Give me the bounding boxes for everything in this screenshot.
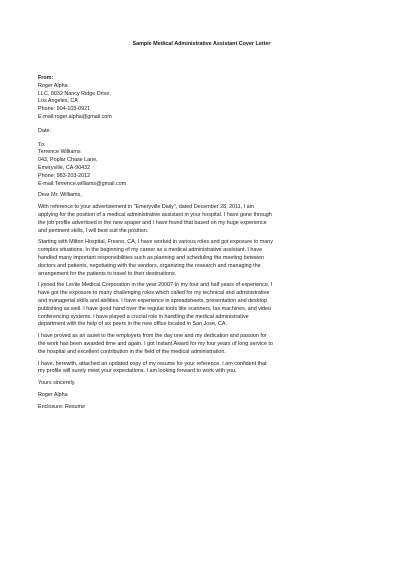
paragraph-line: publishing as well. I have good hand over the regular tools like scanners, fax machines, and video xyxy=(38,305,272,312)
paragraph-line: I have proved as an asset to the employers from the day one and my dedication and passion for xyxy=(38,333,267,340)
paragraph-line: conferencing systems. I have played a crucial role in handling the medical administrative xyxy=(38,313,249,320)
recipient-block xyxy=(38,142,368,189)
paragraph-line: arrangement for the patients to travel to their destinations. xyxy=(38,270,177,277)
paragraph-line: applying for the position of a medical administrative assistant in your hospital. I have gone through xyxy=(38,211,272,218)
recipient-phone: Phone: 983-203-2012 xyxy=(38,172,91,179)
paragraph-line: complex situations. In the beginning of my career as a medical administrative assistant, I have xyxy=(38,247,263,254)
sender-phone: Phone: 904-103-0921 xyxy=(38,106,91,113)
paragraph-line: doctors and patients, negotiating with the vendors, organizing the research and managing the xyxy=(38,262,261,269)
paragraph-2 xyxy=(38,239,368,278)
salutation: Dear Mr. Williams, xyxy=(38,192,82,199)
paragraph-line: the job profile advertised in the new spaper and I have found that based on my huge experience xyxy=(38,219,267,226)
sender-city: Los Angeles, CA xyxy=(38,98,78,105)
paragraph-1 xyxy=(38,204,368,235)
paragraph-3 xyxy=(38,282,368,329)
paragraph-line: handled many important responsibilities such as planning and scheduling the meeting between xyxy=(38,254,264,261)
paragraph-line: I have, herewith, attached an updated copy of my resume for your reference. I am confident that xyxy=(38,360,267,367)
to-label: To: xyxy=(38,141,46,148)
enclosure-line: Enclosure: Resume xyxy=(38,403,86,410)
signature-name: Roger Alpha xyxy=(38,391,68,398)
recipient-email: E-mail:Terrence.williams@gmail.com xyxy=(38,180,127,187)
date-label: Date: xyxy=(38,127,51,134)
paragraph-line: have got the exposure to many challenging roles which called for my technical and administrative xyxy=(38,290,270,297)
paragraph-5 xyxy=(38,361,368,377)
paragraph-line: and managerial skills and abilities. I have experience in spreadsheets, presentation and desktop xyxy=(38,297,267,304)
paragraph-line: department with the help of six peers in the new office located in San Jose, CA. xyxy=(38,321,227,328)
paragraph-line: and pertinent skills, I will best suit the position. xyxy=(38,227,149,234)
recipient-city: Emeryville, CA-90432 xyxy=(38,164,91,171)
recipient-address-line: 043, Poplar Chase Lane, xyxy=(38,157,98,164)
from-label: From: xyxy=(38,75,54,81)
paragraph-line: the work has been awarded time and again. I got Instant Award for my four years of long service to xyxy=(38,340,273,347)
document-title: Sample Medical Administrative Assistant Cover Letter xyxy=(132,41,271,47)
sender-name: Roger Alpha xyxy=(38,82,68,89)
letter-body xyxy=(38,75,368,411)
paragraph-line: I joined the Levite Medical Corporation in the year 2000? In my four and half years of experience, I xyxy=(38,282,273,289)
paragraph-line: my profile will surely meet your expectations. I am looking forward to work with you. xyxy=(38,368,237,375)
paragraph-4 xyxy=(38,333,368,356)
paragraph-line: Starting with Milton Hospital, Fresno, CA, I have worked in various roles and got exposure to many xyxy=(38,239,273,246)
paragraph-line: the hospital and excellent contribution in the field of the medical administration. xyxy=(38,348,226,355)
paragraph-line: With reference to your advertisement in "Emeryville Daily", dated December 28, 2011, I am xyxy=(38,204,255,211)
sender-address-line: LLC, 8032 Nancy Ridge Drive, xyxy=(38,90,111,97)
recipient-name: Terrence Williams xyxy=(38,149,81,156)
closing: Yours sincerely, xyxy=(38,380,76,387)
sender-block xyxy=(38,75,368,122)
sender-email: E-mail:roger.alpha@gmail.com xyxy=(38,113,112,120)
